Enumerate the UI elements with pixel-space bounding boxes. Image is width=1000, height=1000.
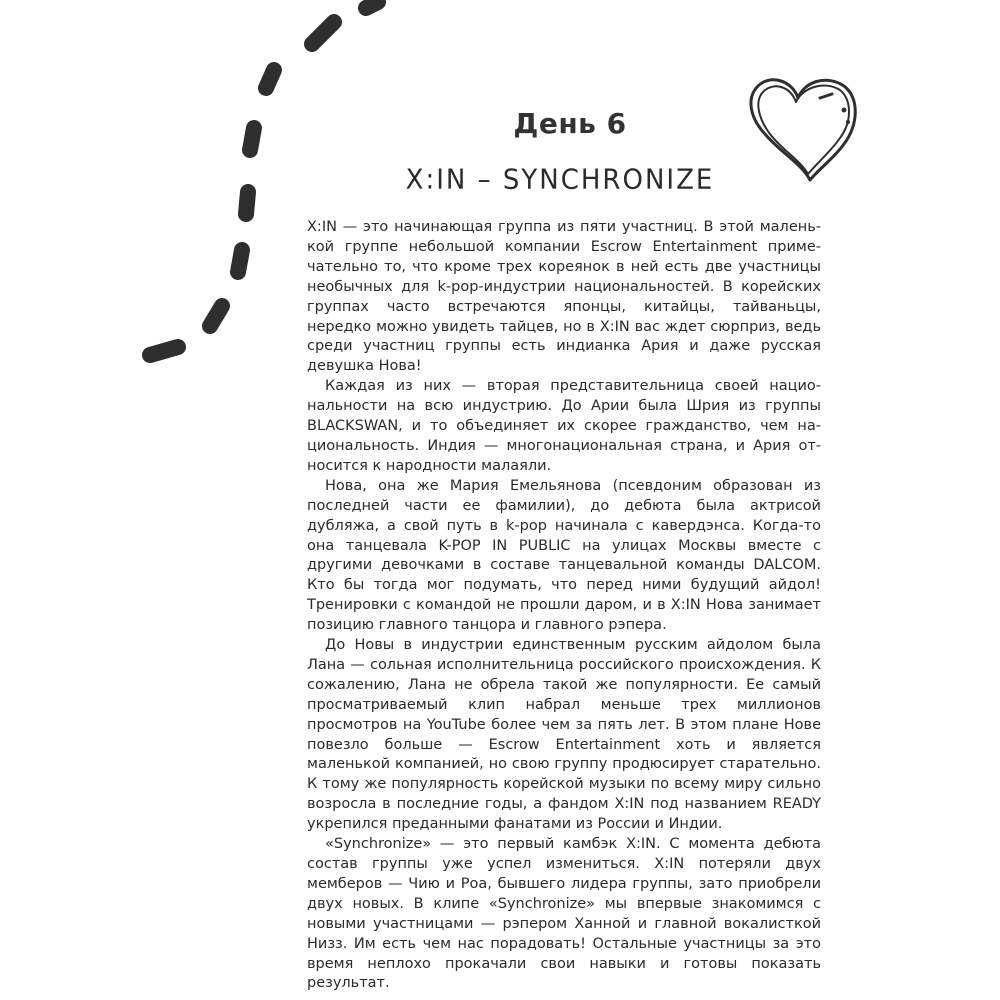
paragraph: Каждая из них — вторая представительница своей национальности на всю индустрию. До Арии была Шрия из группы BLACKSWAN, и то объединяет их скорее гражданство, чем национальность. Индия — многонациональная страна, и Ария относится к народности малаяли. <box>307 378 821 474</box>
dash-3 <box>266 70 274 88</box>
paragraph: «Synchronize» — это первый камбэк X:IN. С момента дебюта состав группы уже успел измениться. X:IN потеряли двух мемберов — Чию и Роа, бывшего лидера группы, зато приобрели двух новых. В клипе «Synchronize» мы впервые знакомимся с новыми участницами — рэпером Ханной и главной вокалисткой Низз. Им есть чем нас порадовать! Остальные участницы за это время неплохо прокачали свои навыки и готовы показать результат. <box>307 836 821 992</box>
paragraph: X:IN — это начинающая группа из пяти участниц. В этой маленькой группе небольшой компании Escrow Entertainment примечательно то, что кроме трех кореянок в ней есть две участницы необычных для k-pop-индустрии национальностей. В корейских группах часто встречаются японцы, китайцы, тайваньцы, нередко можно увидеть тайцев, но в X:IN вас ждет сюрприз, ведь среди участниц группы есть индианка Ария и даже русская девушка Нова! <box>307 219 821 375</box>
paragraph: Нова, она же Мария Емельянова (псевдоним образован из последней части ее фамилии), до дебюта была актрисой дубляжа, а свой путь в k-pop начинала с кавердэнса. Когда-то она танцевала K-POP IN PUBLIC на улицах Москвы вместе с другими девочками в составе танцевальной команды DALCOM. Кто бы тогда мог подумать, что перед ними будущий айдол! Тренировки с командой не прошли даром, и в X:IN Нова занимает позицию главного танцора и главного рэпера. <box>307 477 821 634</box>
dash-2 <box>312 22 334 44</box>
dash-5 <box>246 192 248 214</box>
page-title: День 6 <box>513 107 627 140</box>
dash-6 <box>238 250 242 272</box>
dash-1 <box>366 2 378 8</box>
dash-8 <box>150 347 178 355</box>
paragraph: До Новы в индустрии единственным русским айдолом была Лана — сольная исполнительница российского происхождения. К сожалению, Лана не обрела такой же популярности. Ее самый просматриваемый клип набрал меньше трех миллионов просмотров на YouTube более чем за пять лет. В этом плане Нове повезло больше — Escrow Entertainment хоть и является маленькой компанией, но свою группу продюсирует старательно. К тому же популярность корейской музыки по всему миру сильно возросла в последние годы, а фандом X:IN под названием READY укрепился преданными фанатами из России и Индии. <box>307 637 821 833</box>
dash-4 <box>250 128 254 150</box>
page-subtitle: X:IN – SYNCHRONIZE <box>405 164 715 196</box>
heart-doodle-icon <box>740 68 865 188</box>
dash-7 <box>210 306 222 326</box>
article-body <box>307 218 821 994</box>
